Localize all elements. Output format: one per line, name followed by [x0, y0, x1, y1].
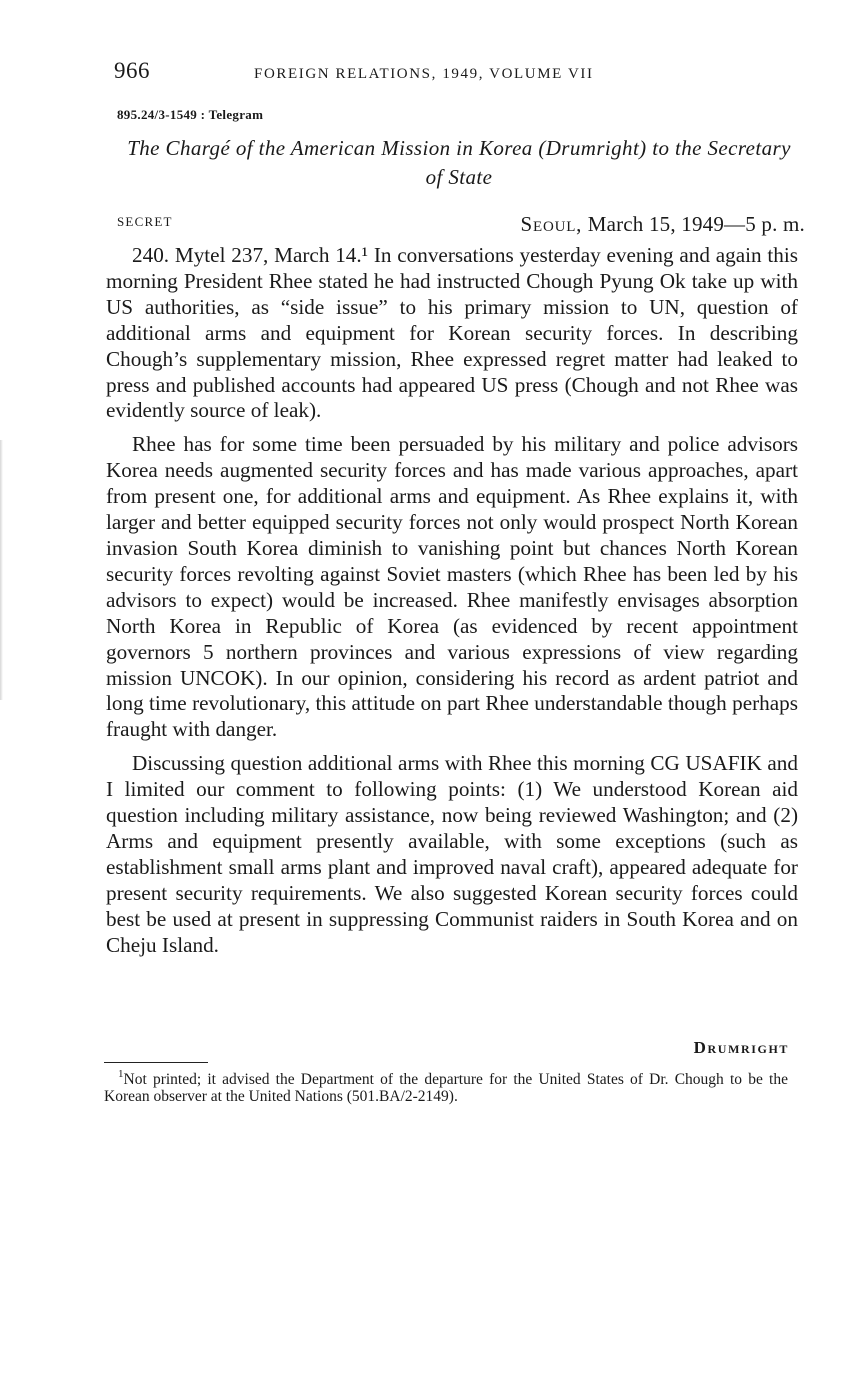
document-title: The Chargé of the American Mission in Korea (Drumright) to the Secretary of State: [127, 136, 791, 189]
page-header: [114, 58, 804, 92]
footnote: [104, 1068, 788, 1105]
classification-label: SECRET: [117, 214, 173, 229]
scan-edge-shadow: [0, 440, 3, 700]
body-paragraph: 240. Mytel 237, March 14.¹ In conversations yesterday evening and again this morning President Rhee stated he had instructed Chough Pyung Ok take up with US authorities, as “side issue” to his primary mission to UN, question of additional arms and equipment for Korean security forces. In describing Chough’s supplementary mission, Rhee expressed regret matter had leaked to press and published accounts had appeared US press (Chough and not Rhee was evidently source of leak).: [106, 243, 798, 423]
dateline: [521, 212, 805, 237]
body-paragraph: Discussing question additional arms with Rhee this morning CG USAFIK and I limited our comment to following points: (1) We understood Korean aid question including military assistance, now being reviewed Washington; and (2) Arms and equipment presently available, with some exceptions (such as establishment small arms plant and improved naval craft), appeared adequate for present security requirements. We also suggested Korean security forces could best be used at present in suppressing Communist raiders in South Korea and on Cheju Island.: [106, 751, 798, 957]
telegram-body: [106, 243, 798, 966]
body-paragraph: Rhee has for some time been persuaded by his military and police advisors Korea needs augmented security forces and has made various approaches, apart from present one, for additional arms and equipment. As Rhee explains it, with larger and better equipped security forces not only would prospect North Korean invasion South Korea diminish to vanishing point but chances North Korean security forces revolting against Soviet masters (which Rhee has been led by his advisors to expect) would be increased. Rhee manifestly envisages absorption North Korea in Republic of Korea (as evidenced by recent appointment governors 5 northern provinces and various expressions of view regarding mission UNCOK). In our opinion, considering his record as ardent patriot and long time revolutionary, this attitude on part Rhee understandable though perhaps fraught with danger.: [106, 432, 798, 742]
signature: Drumright: [693, 1038, 789, 1057]
dateline-date: March 15, 1949—5 p. m.: [587, 212, 805, 236]
footnote-divider: [104, 1062, 208, 1063]
dateline-place: Seoul,: [520, 212, 583, 236]
running-head: FOREIGN RELATIONS, 1949, VOLUME VII: [254, 66, 594, 82]
page-number: 966: [114, 58, 150, 83]
footnote-text: Not printed; it advised the Department of the departure for the United States of Dr. Chough to be the Korean observer at the United Nations (501.BA/2-2149).: [104, 1071, 788, 1105]
document-reference: 895.24/3-1549 : Telegram: [117, 107, 264, 122]
footnote-marker: 1: [118, 1068, 124, 1080]
